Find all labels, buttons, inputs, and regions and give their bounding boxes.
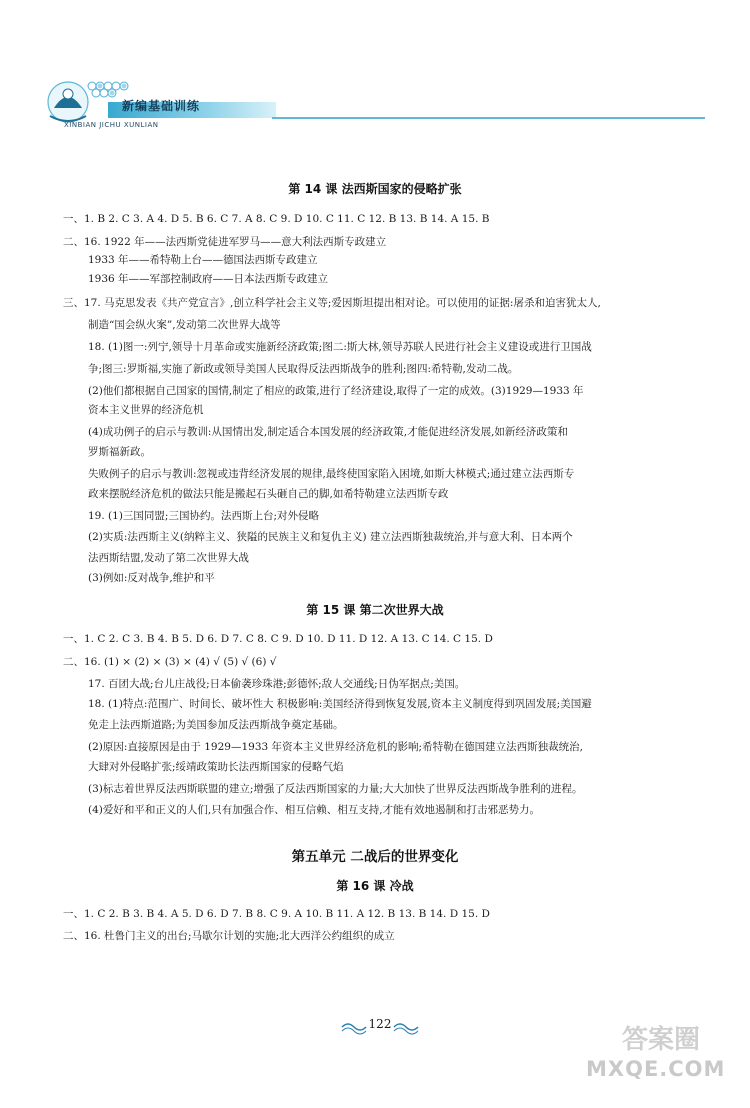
answer-line: 18. (1)图一:列宁,领导十月革命或实施新经济政策;图二:斯大林,领导苏联人民进行社会主义建设或进行卫国战	[88, 341, 592, 353]
answer-line: 制造“国会纵火案”,发动第二次世界大战等	[88, 319, 281, 331]
answer-line: 大肆对外侵略扩张;绥靖政策助长法西斯国家的侵略气焰	[88, 761, 344, 773]
header-rule	[272, 117, 705, 119]
page-number: 122	[368, 1017, 392, 1031]
answer-line: 17. 百团大战;台儿庄战役;日本偷袭珍珠港;彭德怀;敌人交通线;日伪军据点;美国。	[88, 678, 466, 690]
answer-line: (2)原因:直接原因是由于 1929—1933 年资本主义世界经济危机的影响;希特勒在德国建立法西斯独裁统治,	[88, 741, 583, 753]
watermark-text: MXQE.COM	[586, 1057, 726, 1081]
lesson-15-title: 第 15 课 第二次世界大战	[306, 603, 444, 617]
answer-line: 二、16. 1922 年——法西斯党徒进军罗马——意大利法西斯专政建立	[63, 236, 387, 248]
answer-line: (3)例如:反对战争,维护和平	[88, 572, 215, 584]
page-number-ornament	[340, 1017, 420, 1035]
answer-line: (2)他们都根据自己国家的国情,制定了相应的政策,进行了经济建设,取得了一定的成效。(3)1929—1933 年	[88, 385, 584, 397]
answer-line: 争;图三:罗斯福,实施了新政或领导美国人民取得反法西斯战争的胜利;图四:希特勒,发动二战。	[88, 363, 519, 375]
answer-line: 失败例子的启示与教训:忽视或违背经济发展的规律,最终使国家陷入困境,如斯大林模式;通过建立法西斯专	[88, 468, 575, 480]
watermark-badge-icon	[618, 1020, 738, 1056]
answer-line: (4)爱好和平和正义的人们,只有加强合作、相互信赖、相互支持,才能有效地遏制和打击邪恶势力。	[88, 804, 541, 816]
answer-line: 政来摆脱经济危机的做法只能是搬起石头砸自己的脚,如希特勒建立法西斯专政	[88, 488, 449, 500]
lesson-14-title: 第 14 课 法西斯国家的侵略扩张	[288, 182, 462, 196]
series-pinyin: XINBIAN JICHU XUNLIAN	[64, 121, 159, 129]
answer-line: 三、17. 马克思发表《共产党宣言》,创立科学社会主义等;爱因斯坦提出相对论。可以使用的证据:屠杀和迫害犹太人,	[63, 297, 601, 309]
answer-line: 1933 年——希特勒上台——德国法西斯专政建立	[88, 254, 318, 266]
answer-line: 法西斯结盟,发动了第二次世界大战	[88, 552, 249, 564]
answer-line: (2)实质:法西斯主义(纳粹主义、狭隘的民族主义和复仇主义) 建立法西斯独裁统治,并与意大利、日本两个	[88, 531, 573, 543]
answer-line: 资本主义世界的经济危机	[88, 404, 204, 416]
answer-line: (3)标志着世界反法西斯联盟的建立;增强了反法西斯国家的力量;大大加快了世界反法西斯战争胜利的进程。	[88, 783, 583, 795]
svg-text:答案圈: 答案圈	[622, 1025, 701, 1055]
unit-5-title: 第五单元 二战后的世界变化	[291, 849, 459, 865]
answer-line: 二、16. (1) × (2) × (3) × (4) √ (5) √ (6) √	[63, 656, 277, 668]
answer-line: 18. (1)特点:范围广、时间长、破坏性大 积极影响:美国经济得到恢复发展,资本主义制度得到巩固发展;美国避	[88, 698, 592, 710]
answer-line: 一、1. B 2. C 3. A 4. D 5. B 6. C 7. A 8. C 9. D 10. C 11. C 12. B 13. B 14. A 15. B	[63, 213, 490, 225]
answer-line: 一、1. C 2. B 3. B 4. A 5. D 6. D 7. B 8. C 9. A 10. B 11. A 12. B 13. B 14. D 15. D	[63, 908, 490, 920]
series-title: 新编基础训练	[122, 99, 201, 113]
answer-line: 免走上法西斯道路;为美国参加反法西斯战争奠定基础。	[88, 719, 344, 731]
answer-line: 一、1. C 2. C 3. B 4. B 5. D 6. D 7. C 8. C 9. D 10. D 11. D 12. A 13. C 14. C 15. D	[63, 633, 493, 645]
answer-line: 19. (1)三国同盟;三国协约。法西斯上台;对外侵略	[88, 510, 319, 522]
answer-line: (4)成功例子的启示与教训:从国情出发,制定适合本国发展的经济政策,才能促进经济发展,如新经济政策和	[88, 426, 568, 438]
answer-line: 二、16. 杜鲁门主义的出台;马歇尔计划的实施;北大西洋公约组织的成立	[63, 930, 395, 942]
answer-line: 1936 年——军部控制政府——日本法西斯专政建立	[88, 273, 329, 285]
answer-line: 罗斯福新政。	[88, 446, 151, 458]
lesson-16-title: 第 16 课 冷战	[336, 879, 414, 893]
